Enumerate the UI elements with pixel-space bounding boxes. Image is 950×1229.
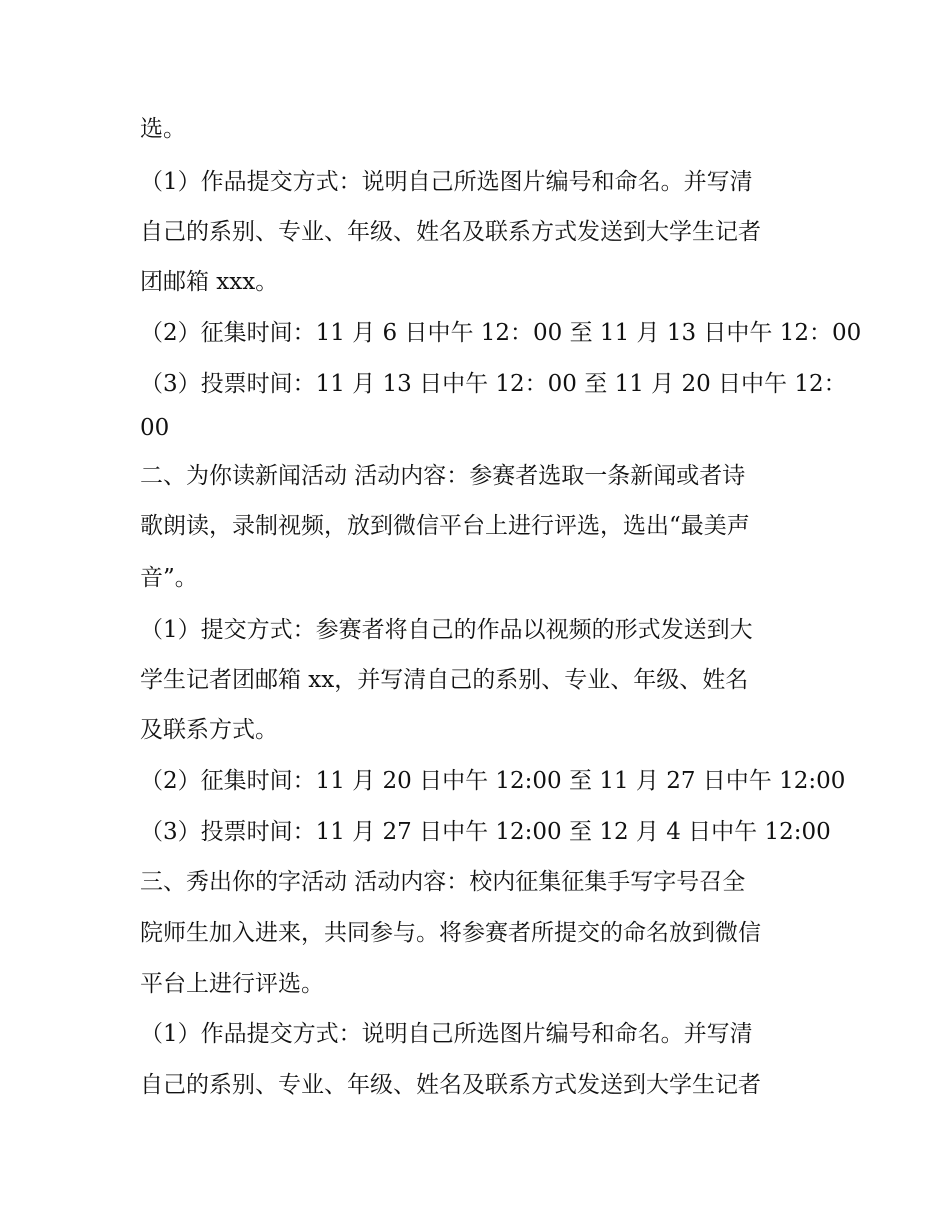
text-line: （2）征集时间：11 月 20 日中午 12:00 至 11 月 27 日中午 12:00 [140, 768, 846, 794]
text-line: 及联系方式。 [140, 717, 278, 743]
text-line: 选。 [140, 116, 186, 142]
text-line: 00 [140, 415, 170, 441]
text-line: （1）作品提交方式：说明自己所选图片编号和命名。并写清 [140, 1021, 753, 1047]
text-line: （3）投票时间：11 月 27 日中午 12:00 至 12 月 4 日中午 12:00 [140, 819, 831, 845]
text-line: 三、秀出你的字活动 活动内容：校内征集征集手写字号召全 [140, 869, 746, 895]
text-line: 音”。 [140, 565, 198, 591]
text-line: 平台上进行评选。 [140, 971, 324, 997]
text-line: 二、为你读新闻活动 活动内容：参赛者选取一条新闻或者诗 [140, 463, 746, 489]
text-line: （1）作品提交方式：说明自己所选图片编号和命名。并写清 [140, 169, 753, 195]
text-line: 自己的系别、专业、年级、姓名及联系方式发送到大学生记者 [140, 219, 761, 245]
text-line: 歌朗读，录制视频，放到微信平台上进行评选，选出“最美声 [140, 513, 750, 539]
text-line: 自己的系别、专业、年级、姓名及联系方式发送到大学生记者 [140, 1072, 761, 1098]
text-line: （2）征集时间：11 月 6 日中午 12：00 至 11 月 13 日中午 12：00 [140, 320, 862, 346]
text-line: 院师生加入进来，共同参与。将参赛者所提交的命名放到微信 [140, 920, 761, 946]
text-line: （1）提交方式：参赛者将自己的作品以视频的形式发送到大 [140, 617, 753, 643]
text-line: 学生记者团邮箱 xx，并写清自己的系别、专业、年级、姓名 [140, 667, 749, 693]
text-line: 团邮箱 xxx。 [140, 269, 279, 295]
text-line: （3）投票时间：11 月 13 日中午 12：00 至 11 月 20 日中午 12： [140, 371, 847, 397]
